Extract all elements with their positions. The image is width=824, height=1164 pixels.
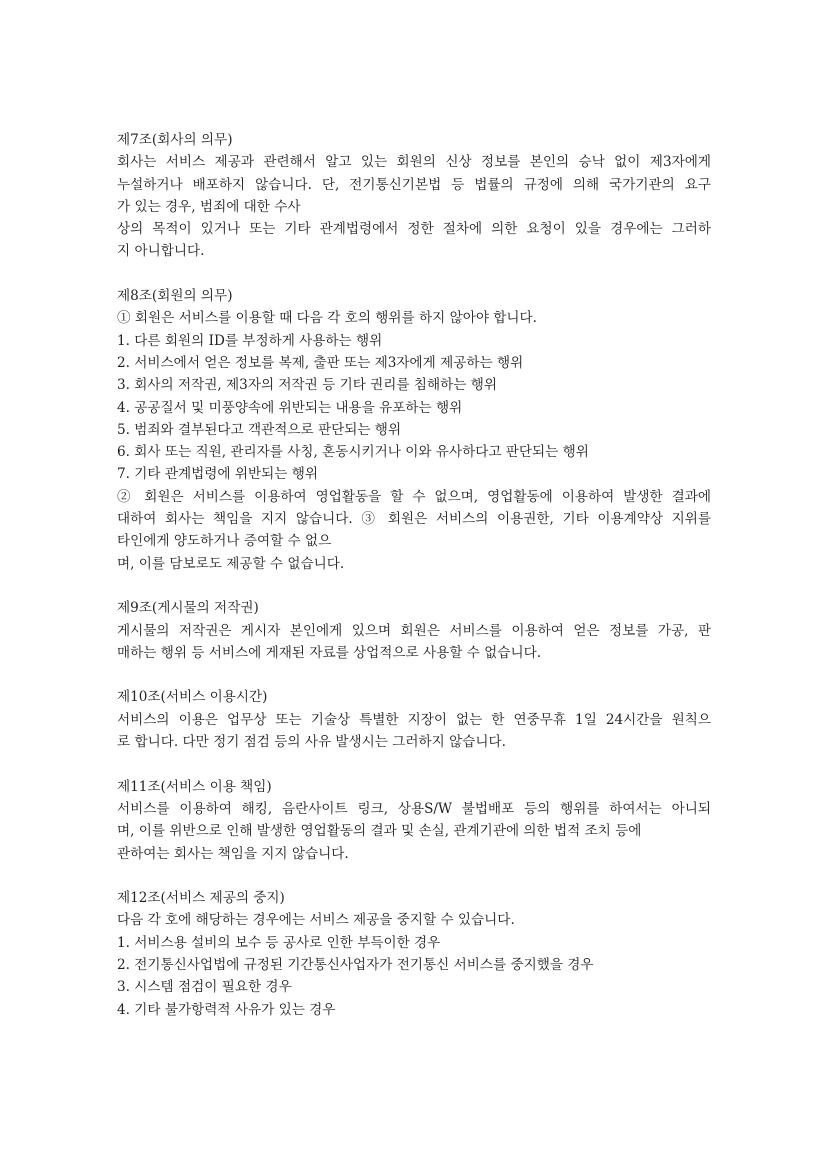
paragraph-line: 게시물의 저작권은 게시자 본인에게 있으며 회원은 서비스를 이용하여 얻은 정보를 가공, 판 (117, 622, 711, 639)
article-title: 제10조(서비스 이용시간) (117, 689, 268, 706)
list-item: 3. 시스템 점검이 필요한 경우 (117, 979, 292, 996)
paragraph-line: 서비스를 이용하여 해킹, 음란사이트 링크, 상용S/W 불법배포 등의 행위를 하여서는 아니되 (117, 800, 711, 817)
article-title: 제8조(회원의 의무) (117, 288, 233, 305)
article-8 (117, 285, 711, 575)
paragraph-line: 며, 이를 담보로도 제공할 수 없습니다. (117, 555, 345, 572)
article-12 (117, 887, 711, 1021)
list-item: 7. 기타 관계법령에 위반되는 행위 (117, 466, 318, 483)
paragraph-line: 회사는 서비스 제공과 관련해서 알고 있는 회원의 신상 정보를 본인의 승낙 없이 제3자에게 (117, 154, 711, 171)
list-item: 1. 다른 회원의 ID를 부정하게 사용하는 행위 (117, 332, 383, 349)
article-11 (117, 776, 711, 865)
paragraph-line: 관하여는 회사는 책임을 지지 않습니다. (117, 845, 349, 862)
list-item: 6. 회사 또는 직원, 관리자를 사칭, 혼동시키거나 이와 유사하다고 판단되는 행위 (117, 444, 589, 461)
list-item: 4. 기타 불가항력적 사유가 있는 경우 (117, 1001, 336, 1018)
paragraph-line: 가 있는 경우, 범죄에 대한 수사 (117, 198, 301, 215)
paragraph-line: 누설하거나 배포하지 않습니다. 단, 전기통신기본법 등 법률의 규정에 의해 국가기관의 요구 (117, 176, 711, 193)
article-title: 제12조(서비스 제공의 중지) (117, 890, 285, 907)
paragraph-line: 며, 이를 위반으로 인해 발생한 영업활동의 결과 및 손실, 관계기관에 의한 법적 조치 등에 (117, 823, 642, 840)
document-body (117, 129, 711, 1043)
article-title: 제9조(게시물의 저작권) (117, 600, 259, 617)
list-item: 2. 서비스에서 얻은 정보를 복제, 출판 또는 제3자에게 제공하는 행위 (117, 354, 524, 371)
article-7 (117, 129, 711, 263)
paragraph-line: 로 합니다. 다만 정기 점검 등의 사유 발생시는 그러하지 않습니다. (117, 734, 506, 751)
list-item: 1. 서비스용 설비의 보수 등 공사로 인한 부득이한 경우 (117, 934, 441, 951)
paragraph-line: 다음 각 호에 해당하는 경우에는 서비스 제공을 중지할 수 있습니다. (117, 912, 515, 929)
list-item: 3. 회사의 저작권, 제3자의 저작권 등 기타 권리를 침해하는 행위 (117, 377, 497, 394)
list-item: 5. 범죄와 결부된다고 객관적으로 판단되는 행위 (117, 421, 402, 438)
paragraph-line: 타인에게 양도하거나 증여할 수 없으 (117, 533, 332, 550)
article-title: 제11조(서비스 이용 책임) (117, 778, 272, 795)
paragraph-line: 대하여 회사는 책임을 지지 않습니다. ③ 회원은 서비스의 이용권한, 기타 이용계약상 지위를 (117, 511, 711, 528)
list-item: 4. 공공질서 및 미풍양속에 위반되는 내용을 유포하는 행위 (117, 399, 463, 416)
paragraph-line: 상의 목적이 있거나 또는 기타 관계법령에서 정한 절차에 의한 요청이 있을 경우에는 그러하 (117, 221, 711, 238)
paragraph-line: ② 회원은 서비스를 이용하여 영업활동을 할 수 없으며, 영업활동에 이용하여 발생한 결과에 (117, 488, 711, 505)
paragraph-line: ① 회원은 서비스를 이용할 때 다음 각 호의 행위를 하지 않아야 합니다. (117, 310, 537, 327)
paragraph-line: 지 아니합니다. (117, 243, 205, 260)
article-10 (117, 686, 711, 753)
article-9 (117, 597, 711, 664)
paragraph-line: 서비스의 이용은 업무상 또는 기술상 특별한 지장이 없는 한 연중무휴 1일 24시간을 원칙으 (117, 711, 711, 728)
list-item: 2. 전기통신사업법에 규정된 기간통신사업자가 전기통신 서비스를 중지했을 경우 (117, 956, 594, 973)
article-title: 제7조(회사의 의무) (117, 132, 233, 148)
paragraph-line: 매하는 행위 등 서비스에 게재된 자료를 상업적으로 사용할 수 없습니다. (117, 644, 542, 661)
